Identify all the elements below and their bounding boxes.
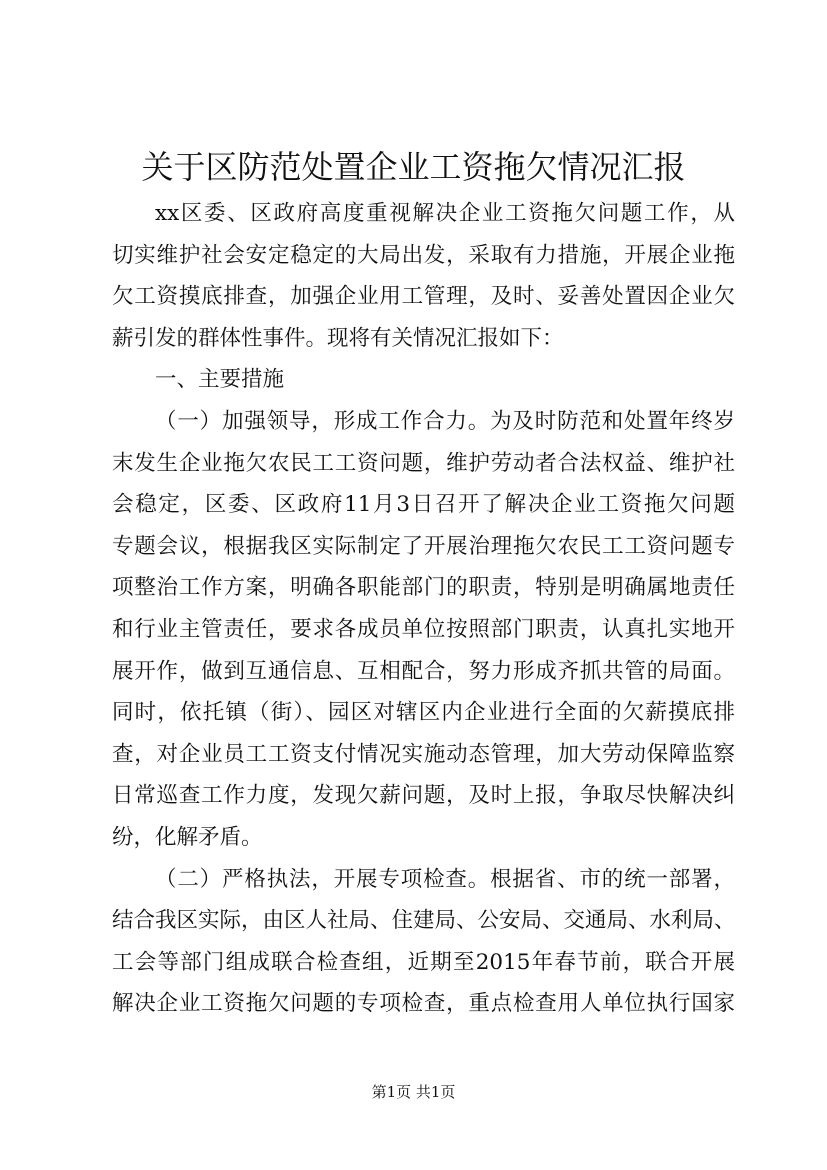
page-footer: 第1页 共1页 [371, 1083, 456, 1101]
body-line: 薪引发的群体性事件。现将有关情况汇报如下： [112, 325, 564, 351]
body-line: 专题会议，根据我区实际制定了开展治理拖欠农民工工资问题专 [112, 533, 735, 559]
body-line: xx区委、区政府高度重视解决企业工资拖欠问题工作，从 [155, 201, 735, 226]
body-line: 工会等部门组成联合检查组，近期至2015年春节前，联合开展 [112, 949, 735, 975]
body-line: 项整治工作方案，明确各职能部门的职责，特别是明确属地责任 [112, 575, 735, 601]
body-line: 纷，化解矛盾。 [112, 825, 263, 850]
body-line: 结合我区实际，由区人社局、住建局、公安局、交通局、水利局、 [112, 908, 736, 934]
body-line: 一、主要措施 [155, 367, 285, 393]
body-line: 末发生企业拖欠农民工工资问题，维护劳动者合法权益、维护社 [112, 450, 735, 476]
body-line: （一）加强领导，形成工作合力。为及时防范和处置年终岁 [155, 409, 735, 434]
body-line: 日常巡查工作力度，发现欠薪问题，及时上报，争取尽快解决纠 [112, 783, 735, 809]
body-line: （二）严格执法，开展专项检查。根据省、市的统一部署， [155, 866, 735, 892]
body-line: 解决企业工资拖欠问题的专项检查，重点检查用人单位执行国家 [112, 991, 735, 1017]
document-title: 关于区防范处置企业工资拖欠情况汇报 [141, 148, 686, 186]
body-line: 切实维护社会安定稳定的大局出发，采取有力措施，开展企业拖 [112, 242, 735, 268]
body-line: 展开作，做到互通信息、互相配合，努力形成齐抓共管的局面。 [112, 658, 735, 684]
body-line: 查，对企业员工工资支付情况实施动态管理，加大劳动保障监察 [112, 741, 735, 767]
body-line: 会稳定，区委、区政府11月3日召开了解决企业工资拖欠问题 [112, 492, 735, 518]
body-line: 欠工资摸底排查，加强企业用工管理，及时、妥善处置因企业欠 [112, 284, 735, 310]
body-line: 和行业主管责任，要求各成员单位按照部门职责，认真扎实地开 [112, 617, 735, 642]
body-line: 同时，依托镇（街）、园区对辖区内企业进行全面的欠薪摸底排 [112, 700, 735, 726]
